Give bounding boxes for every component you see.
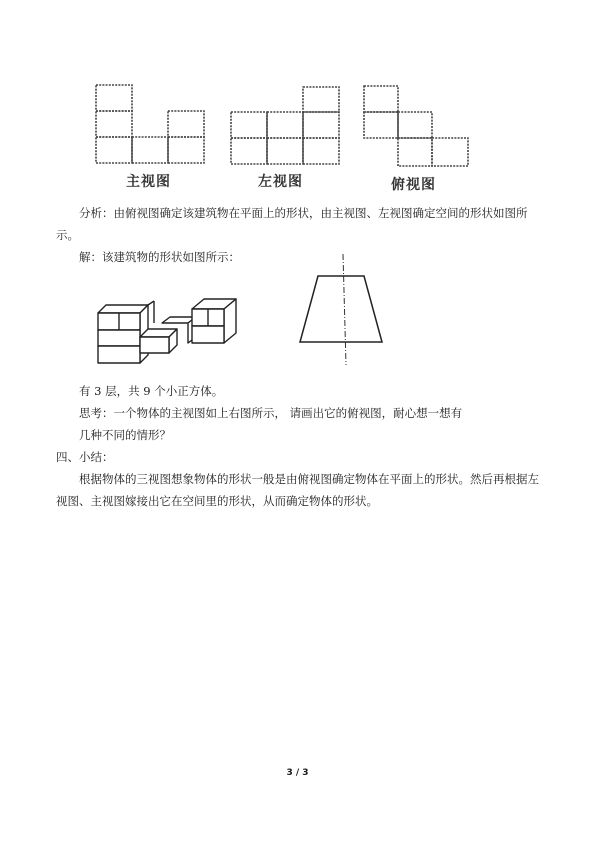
trapezoid-front-view — [290, 252, 400, 367]
top-view-figure — [360, 82, 475, 172]
left-view-label: 左视图 — [258, 174, 303, 190]
summary-heading: 四、小结： — [56, 450, 114, 464]
isometric-cube-building — [92, 293, 242, 373]
think-line-1: 思考：一个物体的主视图如上右图所示， 请画出它的俯视图，耐心想一想有 — [79, 406, 463, 420]
top-view-label: 俯视图 — [391, 177, 436, 193]
answer-line: 有 3 层，共 9 个小正方体。 — [79, 384, 224, 398]
front-view-label: 主视图 — [126, 174, 171, 190]
front-view-figure — [92, 82, 212, 166]
analysis-paragraph: 分析：由俯视图确定该建筑物在平面上的形状，由主视图、左视图确定空间的形状如图所示。 — [56, 206, 528, 242]
summary-paragraph: 根据物体的三视图想象物体的形状一般是由俯视图确定物体在平面上的形状。然后再根据左视图、主视图嫁接出它在空间里的形状，从而确定物体的形状。 — [56, 472, 539, 508]
think-line-2: 几种不同的情形？ — [79, 428, 171, 442]
page-number: 3 / 3 — [286, 768, 309, 778]
solution-line: 解：该建筑物的形状如图所示： — [79, 250, 240, 264]
left-view-figure — [227, 84, 345, 168]
